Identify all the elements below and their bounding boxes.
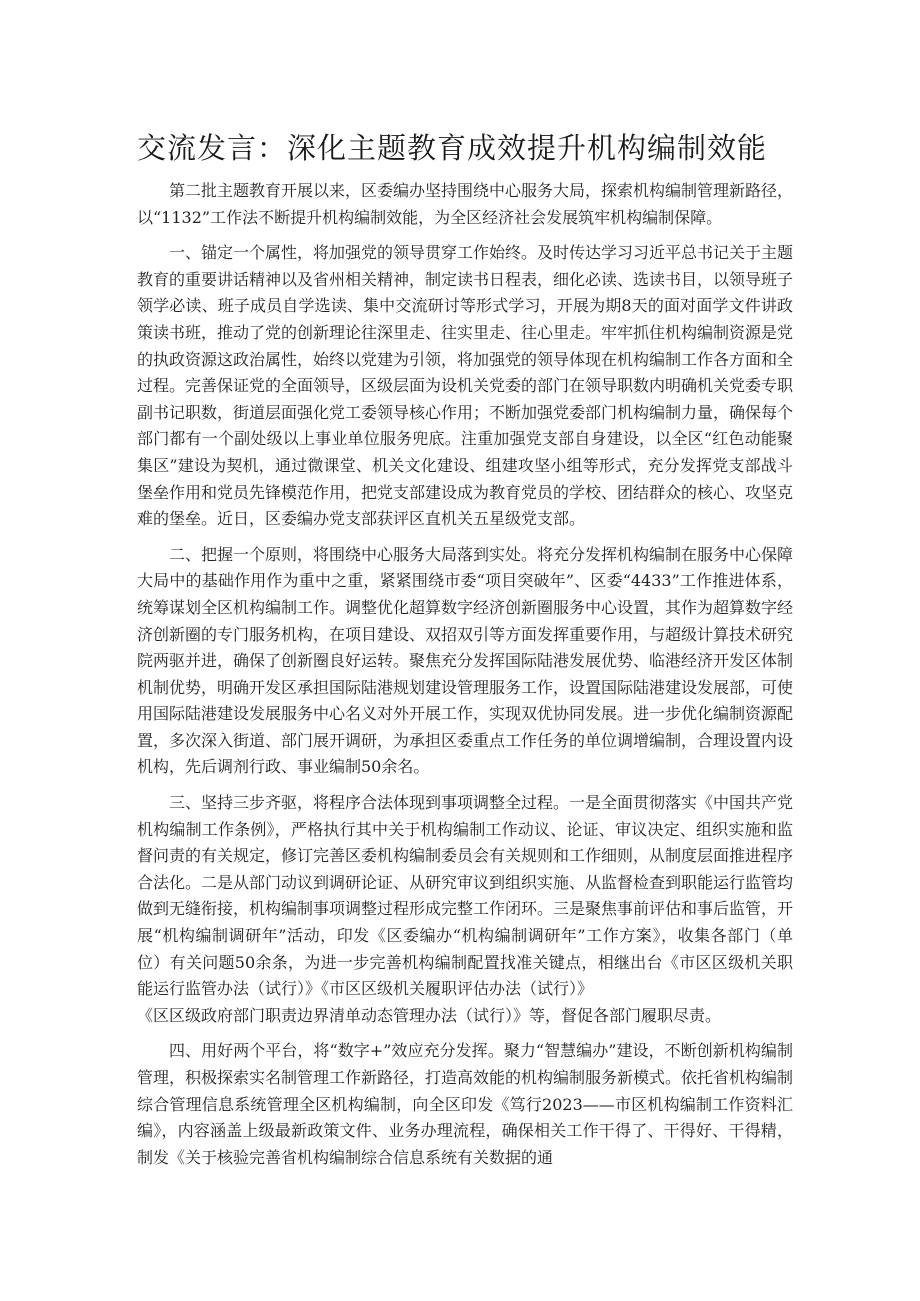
section-one-paragraph: 一、锚定一个属性，将加强党的领导贯穿工作始终。及时传达学习习近平总书记关于主题教育的重要讲话精神以及省州相关精神，制定读书日程表，细化必读、选读书目，以领导班子领学必读、班子成员自学选读、集中交流研讨等形式学习，开展为期8天的面对面学文件讲政策读书班，推动了党的创新理论往深里走、往实里走、往心里走。牢牢抓住机构编制资源是党的执政资源这政治属性，始终以党建为引领，将加强党的领导体现在机构编制工作各方面和全过程。完善保证党的全面领导，区级层面为设机关党委的部门在领导职数内明确机关党委专职副书记职数，街道层面强化党工委领导核心作用；不断加强党委部门机构编制力量，确保每个部门都有一个副处级以上事业单位服务兜底。注重加强党支部自身建设，以全区“红色动能聚集区”建设为契机，通过微课堂、机关文化建设、组建攻坚小组等形式，充分发挥党支部战斗堡垒作用和党员先锋模范作用，把党支部建设成为教育党员的学校、团结群众的核心、攻坚克难的堡垒。近日，区委编办党支部获评区直机关五星级党支部。 bbox=[137, 243, 794, 529]
section-three-paragraph: 三、坚持三步齐驱，将程序合法体现到事项调整全过程。一是全面贯彻落实《中国共产党机构编制工作条例》，严格执行其中关于机构编制工作动议、论证、审议决定、组织实施和监督问责的有关规定，修订完善区委机构编制委员会有关规则和工作细则，从制度层面推进程序合法化。二是从部门动议到调研论证、从研究审议到组织实施、从监督检查到职能运行监管均做到无缝衔接，机构编制事项调整过程形成完整工作闭环。三是聚焦事前评估和事后监管，开展“机构编制调研年”活动，印发《区委编办“机构编制调研年”工作方案》，收集各部门（单位）有关问题50余条，为进一步完善机构编制配置找准关键点，相继出台《市区区级机关职能运行监管办法（试行）》《市区区级机关履职评估办法（试行）》 bbox=[137, 793, 794, 999]
section-three-continuation: 《区区级政府部门职责边界清单动态管理办法（试行）》等，督促各部门履职尽责。 bbox=[137, 1005, 722, 1025]
intro-paragraph: 第二批主题教育开展以来，区委编办坚持围绕中心服务大局，探索机构编制管理新路径，以“1132”工作法不断提升机构编制效能，为全区经济社会发展筑牢机构编制保障。 bbox=[137, 181, 794, 227]
document-title: 交流发言：深化主题教育成效提升机构编制效能 bbox=[137, 131, 768, 165]
section-two-paragraph: 二、把握一个原则，将围绕中心服务大局落到实处。将充分发挥机构编制在服务中心保障大局中的基础作用作为重中之重，紧紧围绕市委“项目突破年”、区委“4433”工作推进体系，统筹谋划全区机构编制工作。调整优化超算数字经济创新圈服务中心设置，其作为超算数字经济创新圈的专门服务机构，在项目建设、双招双引等方面发挥重要作用，与超级计算技术研究院两驱并进，确保了创新圈良好运转。聚焦充分发挥国际陆港发展优势、临港经济开发区体制机制优势，明确开发区承担国际陆港规划建设管理服务工作，设置国际陆港建设发展部，可使用国际陆港建设发展服务中心名义对外开展工作，实现双优协同发展。进一步优化编制资源配置，多次深入街道、部门展开调研，为承担区委重点工作任务的单位调增编制，合理设置内设机构，先后调剂行政、事业编制50余名。 bbox=[137, 544, 794, 777]
section-four-paragraph: 四、用好两个平台，将“数字+”效应充分发挥。聚力“智慧编办”建设，不断创新机构编制管理，积极探索实名制管理工作新路径，打造高效能的机构编制服务新模式。依托省机构编制综合管理信息系统管理全区机构编制，向全区印发《笃行2023——市区机构编制工作资料汇编》，内容涵盖上级最新政策文件、业务办理流程，确保相关工作干得了、干得好、干得精，制发《关于核验完善省机构编制综合信息系统有关数据的通 bbox=[137, 1041, 794, 1167]
document-body bbox=[137, 178, 793, 1180]
